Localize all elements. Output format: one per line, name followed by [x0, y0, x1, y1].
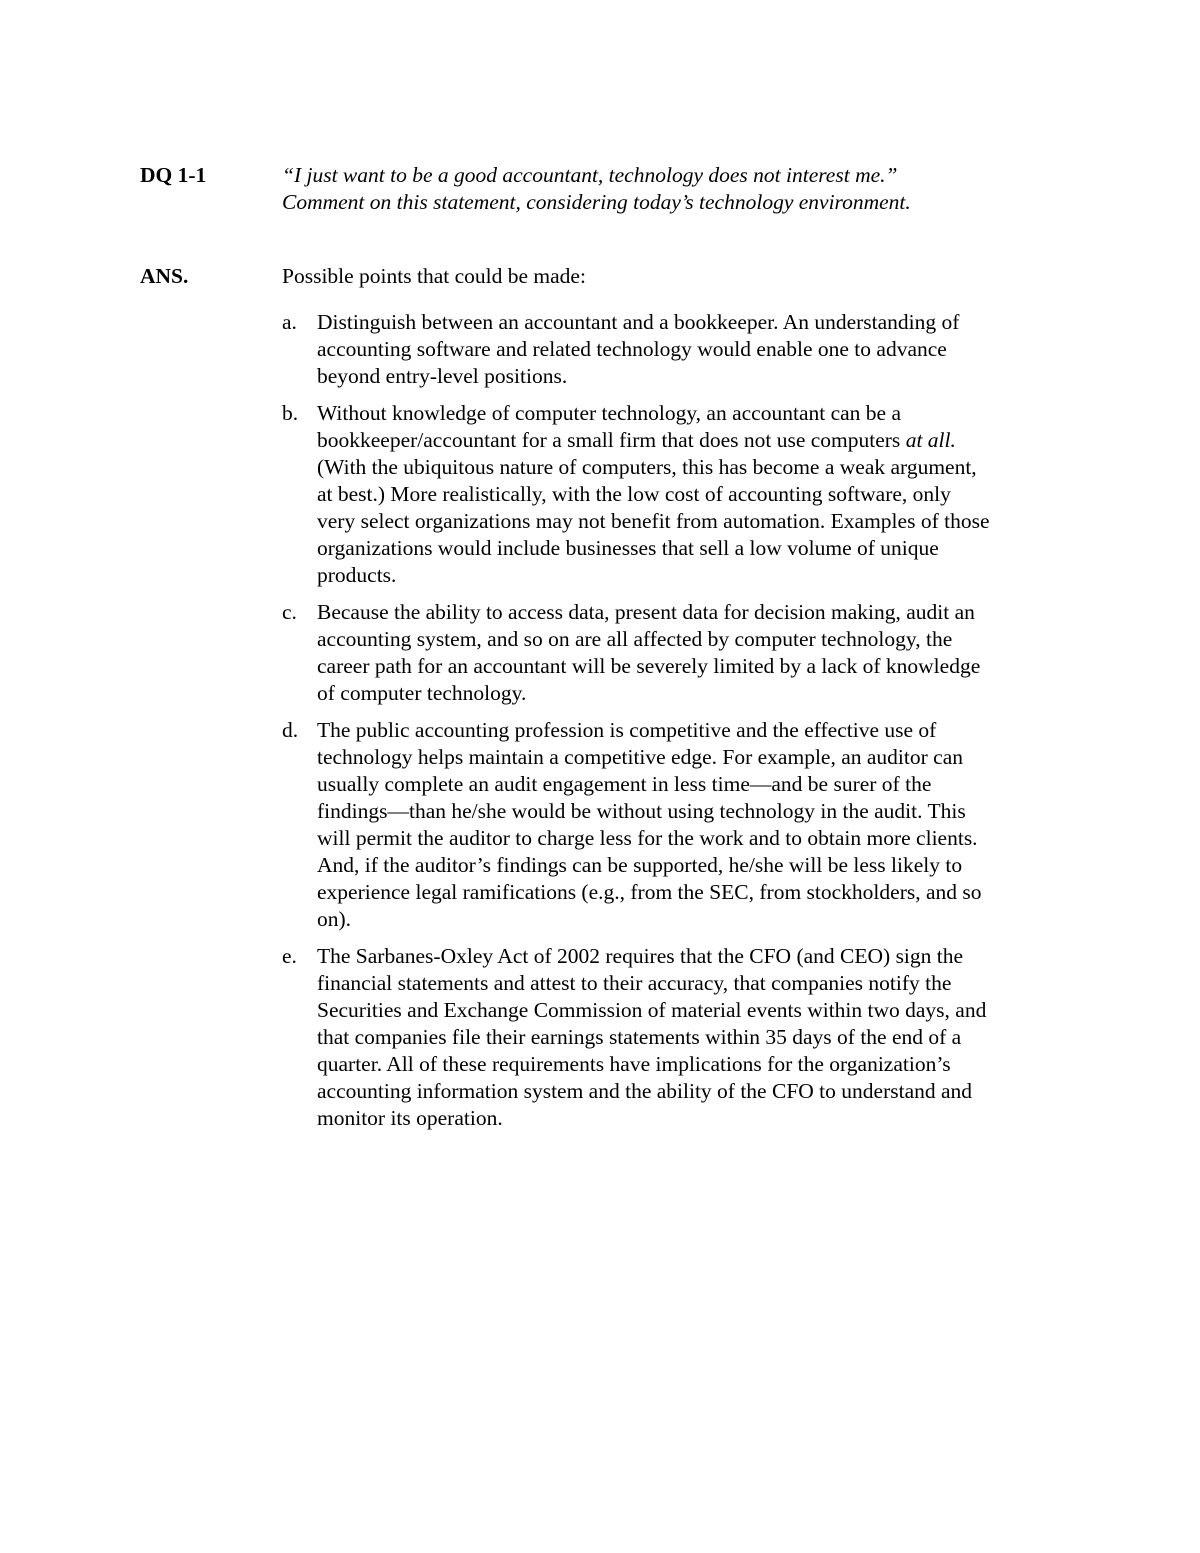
text-line: that companies file their earnings statements within 35 days of the end of a — [317, 1025, 962, 1049]
text-line: accounting software and related technology would enable one to advance — [317, 337, 947, 361]
list-item-a — [282, 309, 1082, 390]
text-line: monitor its operation. — [317, 1106, 503, 1130]
list-item-letter: b. — [282, 401, 299, 425]
text-line: technology helps maintain a competitive edge. For example, an auditor can — [317, 745, 963, 769]
text-segment: bookkeeper/accountant for a small firm that does not use computers — [317, 428, 906, 452]
list-item-text — [317, 309, 1082, 390]
text-line: findings—than he/she would be without using technology in the audit. This — [317, 799, 966, 823]
text-line: (With the ubiquitous nature of computers, this has become a weak argument, — [317, 455, 977, 479]
list-item-text — [317, 943, 1082, 1132]
list-item-e — [282, 943, 1082, 1132]
text-line: very select organizations may not benefit from automation. Examples of those — [317, 509, 990, 533]
emphasis-text: at all. — [905, 428, 956, 452]
text-line: career path for an accountant will be severely limited by a lack of knowledge — [317, 654, 981, 678]
list-item-b — [282, 400, 1082, 589]
text-line: quarter. All of these requirements have implications for the organization’s — [317, 1052, 951, 1076]
text-line-with-emphasis — [317, 427, 1082, 454]
list-item-letter: d. — [282, 718, 299, 742]
text-line: Because the ability to access data, present data for decision making, audit an — [317, 600, 975, 624]
question-label: DQ 1-1 — [140, 163, 207, 187]
text-line: And, if the auditor’s findings can be supported, he/she will be less likely to — [317, 853, 963, 877]
list-item-text — [317, 400, 1082, 589]
question-line-1: “I just want to be a good accountant, technology does not interest me.” — [282, 163, 898, 187]
text-line: will permit the auditor to charge less for the work and to obtain more clients. — [317, 826, 978, 850]
text-line: Distinguish between an accountant and a bookkeeper. An understanding of — [317, 310, 960, 334]
question-line-2: Comment on this statement, considering today’s technology environment. — [282, 190, 911, 214]
list-item-text — [317, 717, 1082, 933]
list-item-d — [282, 717, 1082, 933]
text-line: Without knowledge of computer technology, an accountant can be a — [317, 401, 902, 425]
text-line: accounting information system and the ability of the CFO to understand and — [317, 1079, 973, 1103]
text-line: The Sarbanes-Oxley Act of 2002 requires that the CFO (and CEO) sign the — [317, 944, 964, 968]
text-line: The public accounting profession is competitive and the effective use of — [317, 718, 937, 742]
text-line: beyond entry-level positions. — [317, 364, 568, 388]
answer-list — [282, 309, 1082, 1142]
list-item-text — [317, 599, 1082, 707]
list-item-letter: c. — [282, 600, 297, 624]
answer-intro: Possible points that could be made: — [282, 264, 586, 288]
text-line: accounting system, and so on are all affected by computer technology, the — [317, 627, 953, 651]
text-line: on). — [317, 907, 352, 931]
text-line: Securities and Exchange Commission of material events within two days, and — [317, 998, 987, 1022]
text-line: organizations would include businesses that sell a low volume of unique — [317, 536, 939, 560]
question-text — [282, 162, 1102, 216]
text-line: of computer technology. — [317, 681, 527, 705]
answer-label: ANS. — [140, 264, 189, 288]
list-item-letter: a. — [282, 310, 297, 334]
text-line: financial statements and attest to their accuracy, that companies notify the — [317, 971, 952, 995]
list-item-c — [282, 599, 1082, 707]
text-line: products. — [317, 563, 397, 587]
text-line: experience legal ramifications (e.g., from the SEC, from stockholders, and so — [317, 880, 982, 904]
text-line: at best.) More realistically, with the low cost of accounting software, only — [317, 482, 951, 506]
list-item-letter: e. — [282, 944, 297, 968]
text-line: usually complete an audit engagement in less time—and be surer of the — [317, 772, 932, 796]
